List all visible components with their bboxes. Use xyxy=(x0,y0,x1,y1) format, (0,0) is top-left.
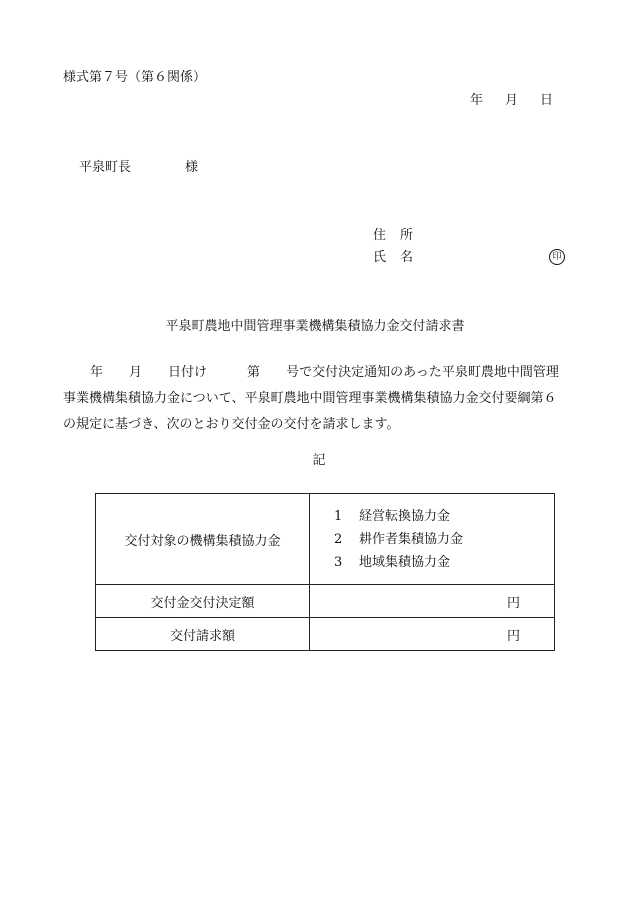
body-line-1: 年 月 日付け 第 号で交付決定通知のあった平泉町農地中間管理 xyxy=(90,365,559,380)
ki-heading: 記 xyxy=(312,453,326,468)
details-table xyxy=(95,493,555,651)
target-label: 交付対象の機構集積協力金 xyxy=(96,494,310,585)
date-day: 日 xyxy=(540,93,554,108)
address-label: 住 所 xyxy=(373,228,414,243)
recipient-name: 平泉町長 xyxy=(79,160,132,175)
body-text xyxy=(63,360,583,438)
date-line xyxy=(470,94,553,107)
recipient xyxy=(79,161,198,174)
form-number: 様式第７号（第６関係） xyxy=(63,70,207,85)
seal-mark: 印 xyxy=(549,249,565,265)
date-year: 年 xyxy=(470,93,484,108)
request-amount-label: 交付請求額 xyxy=(96,618,310,651)
document-title: 平泉町農地中間管理事業機構集積協力金交付請求書 xyxy=(165,319,465,334)
decided-amount-value[interactable]: 円 xyxy=(310,585,555,618)
option-item: 1 経営転換協力金 xyxy=(334,508,451,524)
recipient-honorific: 様 xyxy=(185,160,199,175)
date-month: 月 xyxy=(505,93,519,108)
table-row xyxy=(96,494,555,585)
request-amount-value[interactable]: 円 xyxy=(310,618,555,651)
body-line-3: の規定に基づき、次のとおり交付金の交付を請求します。 xyxy=(63,417,400,432)
body-line-2: 事業機構集積協力金について、平泉町農地中間管理事業機構集積協力金交付要綱第６ xyxy=(63,391,557,406)
option-item: 3 地域集積協力金 xyxy=(334,554,451,570)
table-row xyxy=(96,618,555,651)
target-options xyxy=(310,494,555,585)
name-label: 氏 名 xyxy=(373,250,414,265)
decided-amount-label: 交付金交付決定額 xyxy=(96,585,310,618)
option-item: 2 耕作者集積協力金 xyxy=(334,531,464,547)
table-row xyxy=(96,585,555,618)
